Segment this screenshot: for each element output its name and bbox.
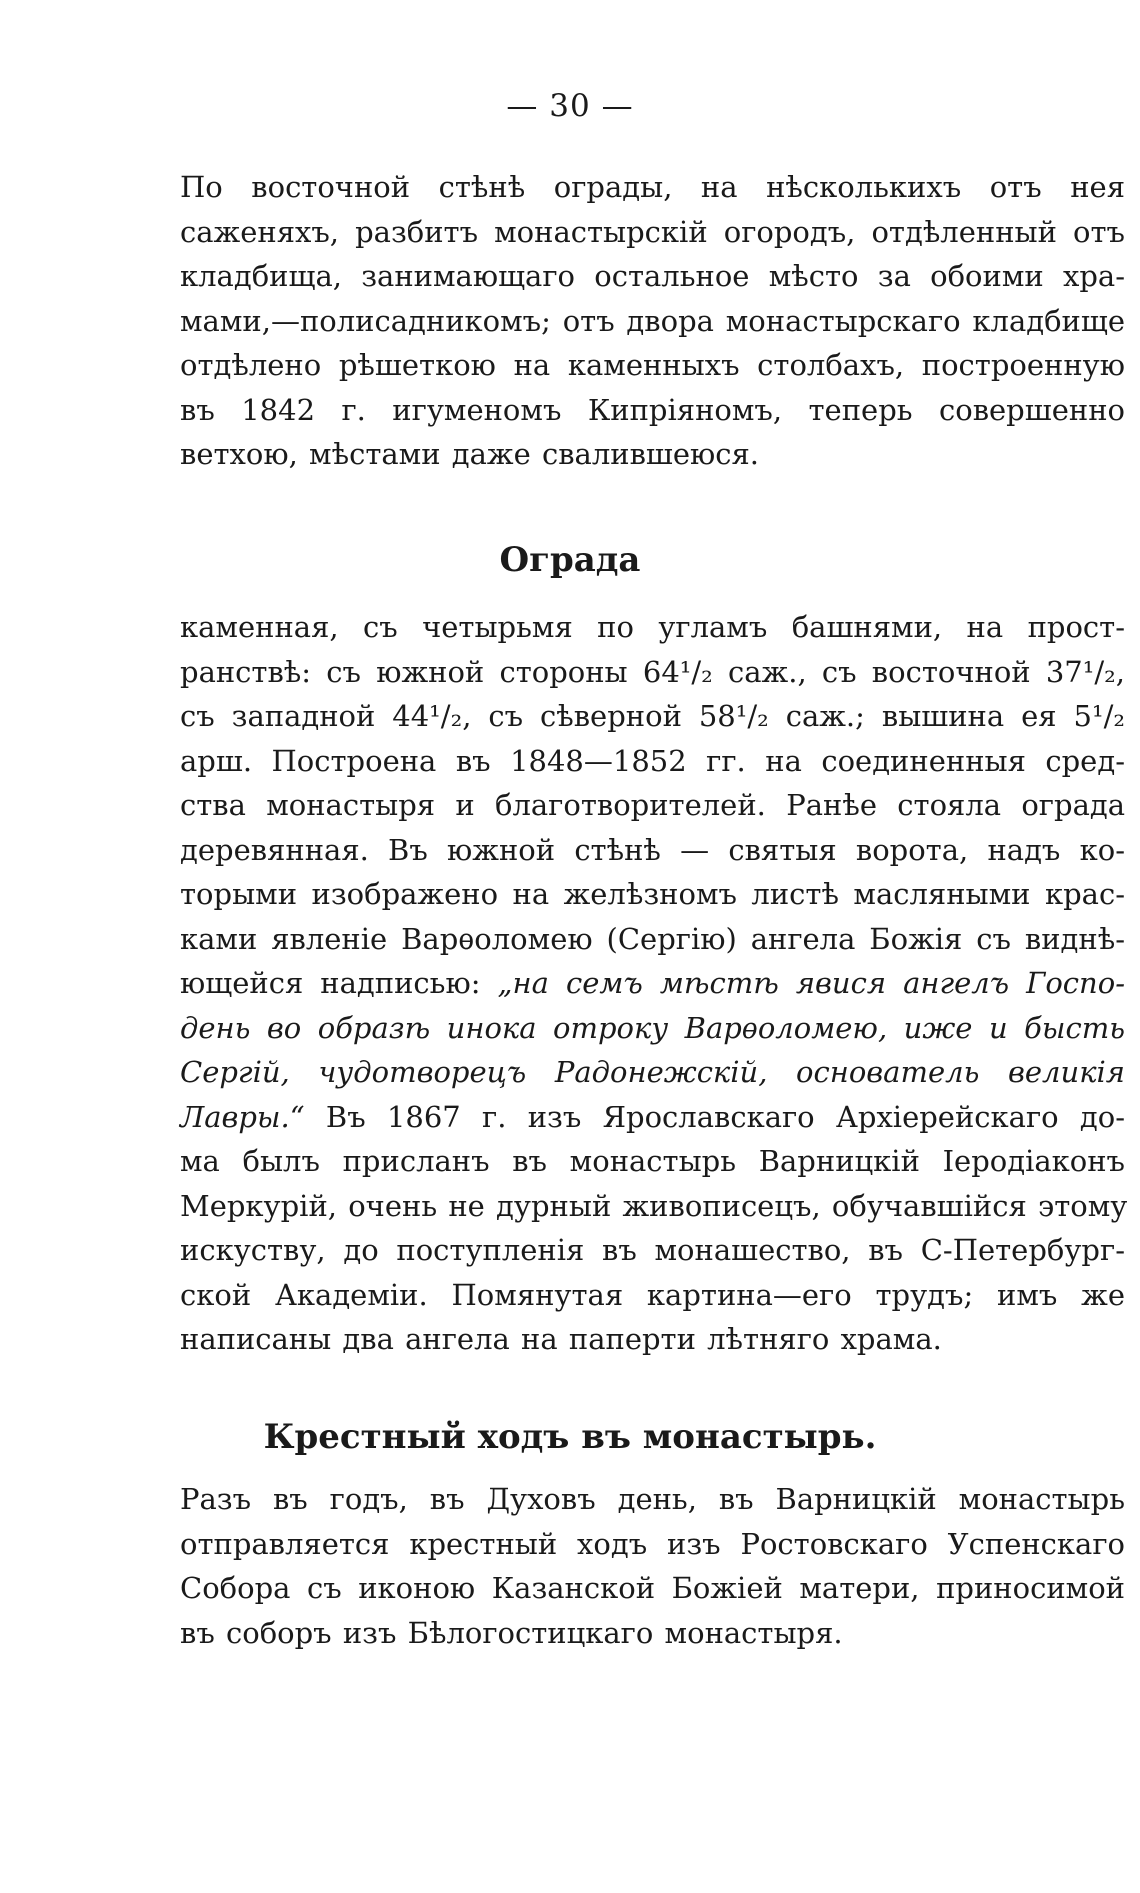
text-line: ками явленіе Варѳоломею (Сергію) ангела Божія съ виднѣ- xyxy=(180,921,1125,956)
text-line: искуству, до поступленія въ монашество, въ С-Петербург- xyxy=(180,1233,1125,1267)
section-heading-ograda: Ограда xyxy=(499,540,641,580)
text-line: Меркурій, очень не дурный живописецъ, обучавшійся этому xyxy=(180,1188,1128,1223)
text-line: торыми изображено на желѣзномъ листѣ масляными крас- xyxy=(180,877,1125,911)
text-line: ства монастыря и благотворителей. Ранѣе стояла ограда xyxy=(180,788,1125,822)
text-segment: ющейся надписью: xyxy=(180,966,481,1000)
text-line: ма былъ присланъ въ монастырь Варницкій Іеродіаконъ xyxy=(180,1144,1125,1178)
quote-segment: „на семъ мѣстѣ явися ангелъ Госпо- xyxy=(497,966,1125,1000)
text-line-with-quote xyxy=(180,961,1125,1006)
text-line: отправляется крестный ходъ изъ Ростовскаго Успенскаго xyxy=(180,1526,1125,1561)
text-line: мами,—полисадникомъ; отъ двора монастырскаго кладбище xyxy=(180,303,1125,338)
quote-line: Сергій, чудотворецъ Радонежскій, основатель великія xyxy=(180,1055,1125,1089)
text-line: ветхою, мѣстами даже свалившеюся. xyxy=(180,437,760,471)
text-line: ранствѣ: съ южной стороны 64¹/₂ саж., съ восточной 37¹/₂, xyxy=(180,654,1125,689)
text-line: съ западной 44¹/₂, съ сѣверной 58¹/₂ саж.; вышина ея 5¹/₂ xyxy=(180,699,1125,733)
text-line: арш. Построена въ 1848—1852 гг. на соединенныя сред- xyxy=(180,743,1125,778)
text-line: написаны два ангела на паперти лѣтняго храма. xyxy=(180,1322,942,1356)
paragraph-ograda xyxy=(180,605,1128,1362)
text-line: По восточной стѣнѣ ограды, на нѣсколькихъ отъ нея xyxy=(180,170,1125,204)
text-line: въ соборъ изъ Бѣлогостицкаго монастыря. xyxy=(180,1615,843,1650)
text-line: каменная, съ четырьмя по угламъ башнями, на прост- xyxy=(180,610,1125,644)
section-heading-procession: Крестный ходъ въ монастырь. xyxy=(263,1417,877,1457)
text-line: саженяхъ, разбитъ монастырскій огородъ, отдѣленный отъ xyxy=(180,214,1125,249)
text-segment: Въ 1867 г. изъ Ярославскаго Архіерейскаго до- xyxy=(325,1099,1126,1134)
text-line: кладбища, занимающаго остальное мѣсто за обоими хра- xyxy=(180,259,1125,293)
text-line: въ 1842 г. игуменомъ Кипріяномъ, теперь совершенно xyxy=(180,392,1125,427)
page-number: — 30 — xyxy=(506,88,634,124)
quote-line: день во образѣ инока отроку Варѳоломею, иже и бысть xyxy=(180,1010,1125,1045)
paragraph-procession xyxy=(180,1477,1125,1655)
paragraph-garden-fence xyxy=(180,165,1125,477)
text-line: Разъ въ годъ, въ Духовъ день, въ Варницкій монастырь xyxy=(180,1482,1125,1516)
text-line: отдѣлено рѣшеткою на каменныхъ столбахъ, построенную xyxy=(180,348,1125,382)
quote-segment: Лавры.“ xyxy=(180,1099,305,1134)
text-line: Собора съ иконою Казанской Божіей матери, приносимой xyxy=(180,1571,1125,1605)
text-line: деревянная. Въ южной стѣнѣ — святыя ворота, надъ ко- xyxy=(180,832,1125,867)
text-line-with-quote xyxy=(180,1095,1125,1140)
text-line: ской Академіи. Помянутая картина—его трудъ; имъ же xyxy=(180,1277,1125,1312)
